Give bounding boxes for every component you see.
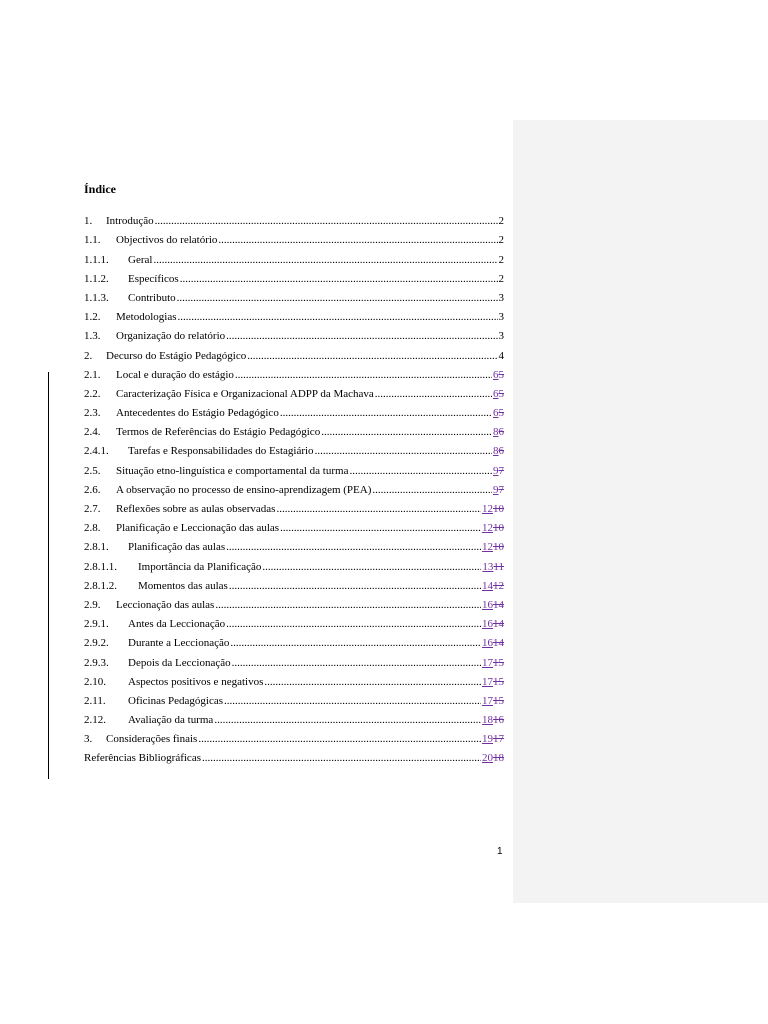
toc-entry-label: Metodologias [116, 311, 177, 324]
inserted-page-number: 17 [482, 675, 493, 688]
toc-entry-number: 1.1.2. [84, 272, 109, 285]
toc-entry-label: Situação etno-linguística e comportamental da turma [116, 464, 349, 477]
toc-entry[interactable] [84, 730, 504, 749]
toc-entry-page [482, 519, 504, 538]
deleted-page-number: 5 [498, 407, 504, 420]
toc-dot-leader [198, 730, 481, 749]
toc-dot-leader [235, 366, 492, 385]
toc-entry-page: 2 [498, 272, 504, 285]
toc-entry-page [493, 385, 504, 404]
toc-dot-leader [247, 347, 497, 366]
toc-entry[interactable] [84, 250, 504, 269]
toc-dot-leader [280, 519, 481, 538]
deleted-page-number: 15 [493, 656, 504, 669]
toc-entry[interactable] [84, 327, 504, 346]
deleted-page-number: 16 [493, 714, 504, 727]
toc-entry[interactable] [84, 270, 504, 289]
toc-entry-number: 2.10. [84, 675, 106, 688]
toc-entry-number: 2.8.1.2. [84, 579, 117, 592]
deleted-page-number: 11 [493, 560, 504, 573]
toc-entry-label: Importância da Planificação [138, 560, 262, 573]
toc-entry-page [482, 730, 504, 749]
toc-dot-leader [372, 481, 492, 500]
toc-entry[interactable] [84, 308, 504, 327]
toc-entry-number: 2.12. [84, 714, 106, 727]
toc-entry-label: Reflexões sobre as aulas observadas [116, 503, 276, 515]
toc-entry-page [482, 538, 504, 557]
toc-entry-page [482, 673, 504, 692]
toc-entry-page [482, 615, 504, 634]
toc-entry-label: Organização do relatório [116, 330, 226, 343]
toc-entry-number: 3. [84, 733, 93, 746]
toc-entry-number: 1.1.3. [84, 291, 109, 304]
toc-entry[interactable] [84, 423, 504, 442]
toc-entry[interactable] [84, 634, 504, 653]
toc-entry-label: Específicos [128, 272, 179, 285]
toc-entry[interactable] [84, 692, 504, 711]
table-of-contents [84, 212, 504, 768]
toc-dot-leader [214, 711, 481, 730]
toc-dot-leader [375, 385, 492, 404]
toc-entry-page [482, 711, 504, 730]
toc-entry-label: Termos de Referências do Estágio Pedagógico [116, 426, 321, 439]
toc-entry-number: 2. [84, 349, 93, 362]
toc-entry[interactable] [84, 519, 504, 538]
toc-entry-label: Geral [128, 253, 153, 266]
inserted-page-number: 6 [493, 407, 499, 420]
toc-entry[interactable] [84, 500, 504, 519]
toc-entry-label: Durante a Leccionação [128, 637, 230, 650]
toc-entry-label: Considerações finais [106, 733, 198, 746]
toc-entry[interactable] [84, 596, 504, 615]
toc-entry-number: 2.8.1. [84, 541, 109, 554]
page-number: 1 [497, 846, 503, 857]
toc-entry-label: Introdução [106, 215, 154, 228]
deleted-page-number: 10 [493, 503, 504, 515]
toc-entry[interactable] [84, 557, 504, 576]
deleted-page-number: 14 [493, 618, 504, 631]
toc-dot-leader [232, 654, 481, 673]
toc-entry-page [482, 749, 504, 768]
toc-entry-number: 2.7. [84, 503, 101, 515]
toc-dot-leader [153, 251, 497, 270]
toc-dot-leader [178, 308, 498, 327]
toc-entry-number: 2.8. [84, 522, 101, 535]
deleted-page-number: 14 [493, 637, 504, 650]
toc-entry-number: 2.9.3. [84, 656, 109, 669]
toc-entry[interactable] [84, 481, 504, 500]
inserted-page-number: 12 [482, 522, 493, 535]
toc-entry[interactable] [84, 749, 504, 768]
toc-entry-page [482, 577, 504, 596]
toc-entry-number: 2.4. [84, 426, 101, 439]
toc-entry-page: 3 [498, 311, 504, 324]
inserted-page-number: 9 [493, 464, 499, 477]
toc-entry[interactable] [84, 577, 504, 596]
toc-entry-page [493, 462, 504, 481]
toc-entry[interactable] [84, 212, 504, 231]
toc-entry-page [493, 442, 504, 461]
deleted-page-number: 7 [498, 464, 504, 477]
toc-entry-number: 1.1. [84, 234, 101, 247]
toc-entry[interactable] [84, 615, 504, 634]
toc-entry[interactable] [84, 231, 504, 250]
deleted-page-number: 7 [498, 483, 504, 496]
toc-dot-leader [315, 442, 492, 461]
deleted-page-number: 17 [493, 733, 504, 746]
toc-dot-leader [229, 577, 481, 596]
toc-entry-page [493, 481, 504, 500]
toc-entry-label: Local e duração do estágio [116, 368, 234, 381]
toc-dot-leader [230, 634, 481, 653]
toc-entry[interactable] [84, 404, 504, 423]
toc-entry[interactable] [84, 442, 504, 461]
toc-entry-label: Antecedentes do Estágio Pedagógico [116, 407, 279, 420]
inserted-page-number: 9 [493, 483, 499, 496]
toc-dot-leader [226, 327, 497, 346]
toc-entry-label: Contributo [128, 291, 176, 304]
toc-dot-leader [155, 212, 498, 231]
toc-entry-page [493, 423, 504, 442]
toc-entry[interactable] [84, 461, 504, 480]
toc-entry[interactable] [84, 673, 504, 692]
toc-entry-label: Decurso do Estágio Pedagógico [106, 349, 247, 362]
deleted-page-number: 10 [493, 522, 504, 535]
toc-entry-number: 2.9.1. [84, 618, 109, 631]
toc-entry-page [482, 500, 504, 519]
deleted-page-number: 6 [498, 426, 504, 439]
inserted-page-number: 6 [493, 368, 499, 381]
toc-dot-leader [218, 231, 497, 250]
toc-dot-leader [276, 500, 481, 519]
toc-entry-page [482, 634, 504, 653]
toc-dot-leader [180, 270, 498, 289]
toc-dot-leader [280, 404, 492, 423]
deleted-page-number: 5 [498, 387, 504, 400]
toc-entry-label: Avaliação da turma [128, 714, 214, 727]
toc-dot-leader [215, 596, 481, 615]
toc-entry-number: 1.1.1. [84, 253, 109, 266]
toc-entry-number: 1.3. [84, 330, 101, 343]
toc-entry[interactable] [84, 385, 504, 404]
toc-entry-label: Depois da Leccionação [128, 656, 231, 669]
toc-entry-number: 2.3. [84, 407, 101, 420]
toc-dot-leader [202, 749, 481, 768]
inserted-page-number: 18 [482, 714, 493, 727]
toc-dot-leader [264, 673, 481, 692]
toc-entry-number: 2.8.1.1. [84, 560, 117, 573]
toc-entry-label: Aspectos positivos e negativos [128, 675, 264, 688]
toc-entry-page: 2 [498, 253, 504, 266]
deleted-page-number: 6 [498, 445, 504, 458]
toc-dot-leader [262, 558, 481, 577]
inserted-page-number: 6 [493, 387, 499, 400]
inserted-page-number: 16 [482, 637, 493, 650]
inserted-page-number: 17 [482, 656, 493, 669]
toc-entry[interactable] [84, 653, 504, 672]
toc-entry-number: 2.9. [84, 598, 101, 611]
inserted-page-number: 14 [482, 579, 493, 592]
toc-entry-page [482, 692, 504, 711]
inserted-page-number: 12 [482, 541, 493, 554]
inserted-page-number: 19 [482, 733, 493, 746]
toc-entry-label: Objectivos do relatório [116, 234, 218, 247]
toc-entry-label: Momentos das aulas [138, 579, 228, 592]
deleted-page-number: 15 [493, 694, 504, 707]
toc-entry-number: 1. [84, 215, 93, 228]
toc-entry-page: 3 [498, 291, 504, 304]
toc-entry-page: 2 [498, 234, 504, 247]
deleted-page-number: 18 [493, 752, 504, 765]
toc-entry-page: 3 [498, 330, 504, 343]
toc-entry[interactable] [84, 346, 504, 365]
track-changes-bar [48, 372, 49, 779]
toc-entry-page: 4 [498, 349, 504, 362]
toc-entry-label: Antes da Leccionação [128, 618, 226, 631]
toc-entry[interactable] [84, 366, 504, 385]
toc-entry-number: 2.2. [84, 387, 101, 400]
toc-dot-leader [321, 423, 492, 442]
toc-dot-leader [224, 692, 481, 711]
deleted-page-number: 15 [493, 675, 504, 688]
toc-entry-label: A observação no processo de ensino-aprendizagem (PEA) [116, 483, 372, 496]
toc-entry-number: 2.5. [84, 464, 101, 477]
toc-dot-leader [226, 615, 481, 634]
toc-entry-label: Caracterização Física e Organizacional ADPP da Machava [116, 387, 374, 400]
toc-entry-label: Planificação e Leccionação das aulas [116, 522, 280, 535]
inserted-page-number: 8 [493, 445, 499, 458]
toc-entry[interactable] [84, 538, 504, 557]
inserted-page-number: 12 [482, 503, 493, 515]
inserted-page-number: 16 [482, 618, 493, 631]
deleted-page-number: 5 [498, 368, 504, 381]
toc-entry-label: Referências Bibliográficas [84, 752, 201, 765]
toc-entry-number: 2.4.1. [84, 445, 109, 458]
deleted-page-number: 10 [493, 541, 504, 554]
toc-entry-label: Leccionação das aulas [116, 598, 215, 611]
toc-title: Índice [84, 182, 117, 196]
toc-entry-label: Planificação das aulas [128, 541, 226, 554]
toc-dot-leader [177, 289, 498, 308]
inserted-page-number: 8 [493, 426, 499, 439]
deleted-page-number: 14 [493, 598, 504, 611]
toc-entry-page [493, 404, 504, 423]
toc-entry-page [493, 366, 504, 385]
toc-entry-label: Oficinas Pedagógicas [128, 694, 223, 707]
toc-entry[interactable] [84, 711, 504, 730]
inserted-page-number: 13 [482, 560, 494, 573]
inserted-page-number: 17 [482, 694, 493, 707]
toc-entry-page: 2 [498, 215, 504, 228]
toc-entry-number: 2.6. [84, 483, 101, 496]
comment-markup-pane [513, 120, 768, 903]
deleted-page-number: 12 [493, 579, 504, 592]
inserted-page-number: 20 [482, 752, 493, 765]
toc-entry-page [482, 596, 504, 615]
toc-entry-label: Tarefas e Responsabilidades do Estagiário [128, 445, 314, 458]
toc-dot-leader [226, 538, 481, 557]
toc-entry[interactable] [84, 289, 504, 308]
toc-entry-page [482, 558, 504, 577]
toc-entry-page [482, 654, 504, 673]
toc-dot-leader [349, 462, 492, 481]
toc-entry-number: 2.1. [84, 368, 101, 381]
toc-entry-number: 2.9.2. [84, 637, 109, 650]
toc-entry-number: 2.11. [84, 694, 106, 707]
inserted-page-number: 16 [482, 598, 493, 611]
toc-entry-number: 1.2. [84, 311, 101, 324]
